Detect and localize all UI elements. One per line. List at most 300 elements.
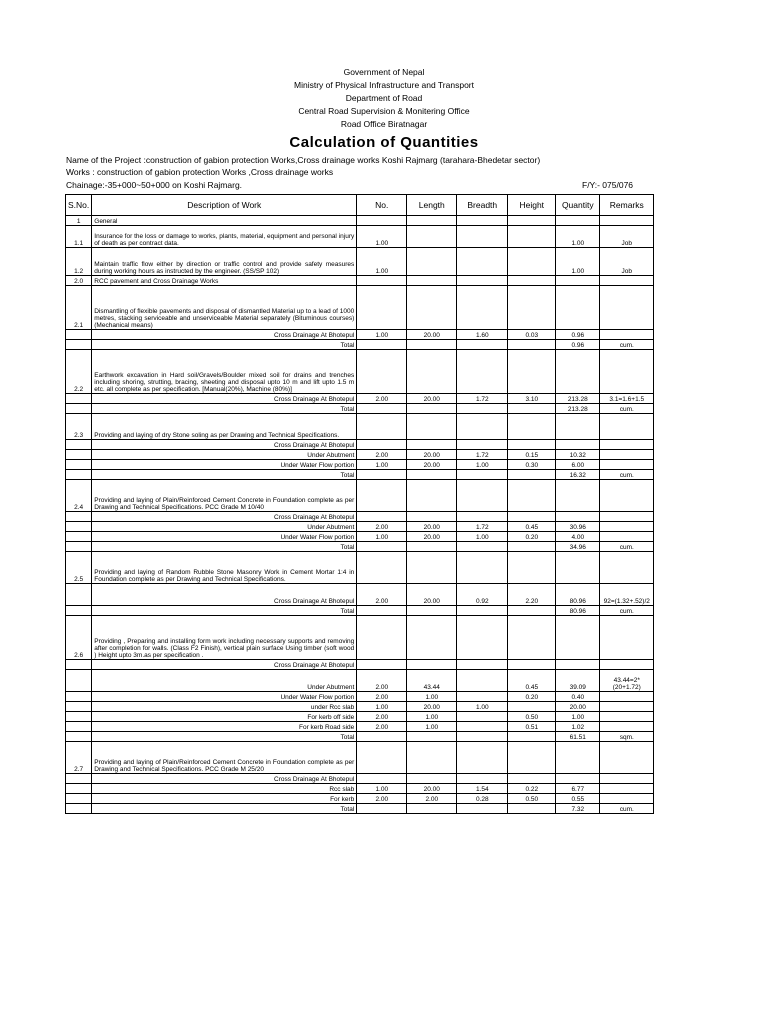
cell-breadth: [457, 692, 508, 702]
cell-length: 20.00: [407, 330, 457, 340]
cell-sno: [66, 542, 92, 552]
cell-no: [357, 440, 407, 450]
cell-remarks: [600, 532, 654, 542]
cell-remarks: [600, 440, 654, 450]
cell-remarks: [600, 616, 654, 660]
cell-sno: [66, 692, 92, 702]
cell-quantity: 0.55: [556, 794, 600, 804]
table-row: [66, 552, 654, 584]
cell-breadth: [457, 404, 508, 414]
cell-breadth: [457, 712, 508, 722]
cell-length: 20.00: [407, 584, 457, 606]
table-row: [66, 732, 654, 742]
cell-quantity: [556, 660, 600, 670]
cell-quantity: 7.32: [556, 804, 600, 814]
header-length: Length: [407, 195, 457, 216]
cell-sno: 2.6: [66, 616, 92, 660]
table-row: [66, 702, 654, 712]
cell-remarks: [600, 286, 654, 330]
cell-length: 1.00: [407, 722, 457, 732]
header-sno: S.No.: [66, 195, 92, 216]
cell-description: Cross Drainage At Bhotepul: [92, 512, 357, 522]
cell-description: Total: [92, 404, 357, 414]
cell-sno: [66, 404, 92, 414]
cell-quantity: [556, 350, 600, 394]
cell-sno: [66, 532, 92, 542]
cell-remarks: cum.: [600, 470, 654, 480]
cell-length: 20.00: [407, 784, 457, 794]
cell-sno: [66, 606, 92, 616]
cell-no: 1.00: [357, 248, 407, 276]
cell-description: Under Abutment: [92, 670, 357, 692]
cell-remarks: [600, 702, 654, 712]
cell-breadth: [457, 552, 508, 584]
table-row: [66, 742, 654, 774]
cell-breadth: [457, 480, 508, 512]
header-government: Government of Nepal: [343, 67, 425, 77]
cell-breadth: [457, 742, 508, 774]
cell-breadth: [457, 660, 508, 670]
cell-height: [508, 248, 556, 276]
cell-description: Providing and laying of Random Rubble Stone Masonry Work in Cement Mortar 1:4 in Foundation complete as per Drawing and Technical Specifications.: [92, 552, 357, 584]
cell-no: 1.00: [357, 226, 407, 248]
cell-height: 0.15: [508, 450, 556, 460]
table-row: [66, 394, 654, 404]
table-row: [66, 480, 654, 512]
cell-sno: [66, 670, 92, 692]
cell-breadth: [457, 248, 508, 276]
cell-quantity: [556, 774, 600, 784]
cell-sno: [66, 660, 92, 670]
cell-length: 20.00: [407, 522, 457, 532]
cell-sno: [66, 522, 92, 532]
cell-height: [508, 606, 556, 616]
cell-height: [508, 340, 556, 350]
cell-description: Total: [92, 470, 357, 480]
table-row: [66, 692, 654, 702]
cell-no: [357, 660, 407, 670]
cell-no: 2.00: [357, 584, 407, 606]
cell-length: [407, 660, 457, 670]
cell-breadth: [457, 340, 508, 350]
cell-no: [357, 286, 407, 330]
cell-height: [508, 470, 556, 480]
cell-height: 0.51: [508, 722, 556, 732]
cell-quantity: [556, 512, 600, 522]
cell-sno: [66, 784, 92, 794]
cell-quantity: 213.28: [556, 394, 600, 404]
table-row: [66, 460, 654, 470]
cell-height: [508, 276, 556, 286]
cell-no: [357, 470, 407, 480]
cell-height: [508, 404, 556, 414]
cell-length: [407, 248, 457, 276]
table-row: [66, 606, 654, 616]
cell-remarks: 43.44=2*(20+1.72): [600, 670, 654, 692]
cell-sno: 1.2: [66, 248, 92, 276]
cell-height: [508, 440, 556, 450]
cell-no: [357, 552, 407, 584]
cell-sno: 1: [66, 216, 92, 226]
cell-length: [407, 276, 457, 286]
cell-sno: [66, 804, 92, 814]
cell-quantity: [556, 552, 600, 584]
table-row: [66, 670, 654, 692]
cell-height: [508, 216, 556, 226]
cell-sno: [66, 512, 92, 522]
fiscal-year: F/Y:- 075/076: [582, 180, 634, 190]
cell-breadth: 1.00: [457, 532, 508, 542]
cell-remarks: cum.: [600, 606, 654, 616]
project-works: Works : construction of gabion protection Works ,Cross drainage works: [66, 167, 334, 177]
cell-no: 2.00: [357, 712, 407, 722]
header-office: Central Road Supervision & Monitering Office: [298, 106, 470, 116]
cell-breadth: [457, 226, 508, 248]
cell-description: Earthwork excavation in Hard soil/Gravels/Boulder mixed soil for drains and trenches including shoring, strutting, bracing, sheeting and disposal upto 10 m and lift upto 1.5 m etc. all complete as per specification. [Manual(20%), Machine (80%)]: [92, 350, 357, 394]
cell-description: Cross Drainage At Bhotepul: [92, 584, 357, 606]
cell-no: 1.00: [357, 532, 407, 542]
cell-sno: [66, 394, 92, 404]
cell-quantity: [556, 440, 600, 450]
cell-remarks: 3.1=1.6+1.5: [600, 394, 654, 404]
cell-length: [407, 774, 457, 784]
cell-remarks: cum.: [600, 542, 654, 552]
table-row: [66, 226, 654, 248]
cell-description: Providing and laying of dry Stone soling as per Drawing and Technical Specifications.: [92, 414, 357, 440]
quantities-table: [65, 194, 654, 814]
cell-description: Cross Drainage At Bhotepul: [92, 394, 357, 404]
cell-remarks: [600, 330, 654, 340]
cell-no: 2.00: [357, 670, 407, 692]
cell-quantity: 16.32: [556, 470, 600, 480]
cell-length: 20.00: [407, 394, 457, 404]
cell-length: 20.00: [407, 460, 457, 470]
cell-no: 2.00: [357, 722, 407, 732]
table-row: [66, 794, 654, 804]
cell-height: [508, 774, 556, 784]
cell-height: 0.45: [508, 670, 556, 692]
cell-quantity: 1.00: [556, 712, 600, 722]
cell-description: Under Water Flow portion: [92, 692, 357, 702]
cell-height: 0.22: [508, 784, 556, 794]
cell-breadth: 1.00: [457, 702, 508, 712]
cell-description: Under Water Flow portion: [92, 532, 357, 542]
cell-sno: 2.1: [66, 286, 92, 330]
cell-sno: [66, 722, 92, 732]
table-row: [66, 248, 654, 276]
cell-description: Providing , Preparing and installing form work including necessary supports and removing after completion for walls. (Class F2 Finish), vertical plain surface Using timber (soft wood ) Height upto 3m.as per specification .: [92, 616, 357, 660]
cell-breadth: 1.00: [457, 460, 508, 470]
cell-remarks: [600, 522, 654, 532]
table-row: [66, 450, 654, 460]
cell-height: [508, 480, 556, 512]
cell-breadth: [457, 276, 508, 286]
cell-remarks: 92=(1.32+.52)/2: [600, 584, 654, 606]
table-row: [66, 404, 654, 414]
cell-no: 1.00: [357, 784, 407, 794]
cell-sno: [66, 440, 92, 450]
cell-breadth: [457, 440, 508, 450]
cell-remarks: [600, 742, 654, 774]
cell-height: [508, 286, 556, 330]
page-title: Calculation of Quantities: [289, 134, 479, 151]
cell-sno: 2.2: [66, 350, 92, 394]
cell-description: For kerb: [92, 794, 357, 804]
cell-description: Providing and laying of Plain/Reinforced Cement Concrete in Foundation complete as per Drawing and Technical Specifications. PCC Grade M 10/40: [92, 480, 357, 512]
cell-breadth: [457, 350, 508, 394]
cell-breadth: [457, 804, 508, 814]
cell-length: [407, 286, 457, 330]
cell-length: [407, 480, 457, 512]
cell-height: [508, 350, 556, 394]
cell-no: 2.00: [357, 692, 407, 702]
cell-breadth: [457, 616, 508, 660]
cell-breadth: [457, 774, 508, 784]
cell-length: 1.00: [407, 692, 457, 702]
cell-breadth: 1.72: [457, 450, 508, 460]
table-header-row: [66, 195, 654, 216]
table-row: [66, 584, 654, 606]
cell-no: [357, 340, 407, 350]
cell-height: [508, 616, 556, 660]
header-road-office: Road Office Biratnagar: [340, 119, 428, 129]
cell-remarks: [600, 512, 654, 522]
cell-remarks: cum.: [600, 404, 654, 414]
project-chainage: Chainage:-35+000~50+000 on Koshi Rajmarg.: [66, 180, 243, 190]
cell-height: 0.03: [508, 330, 556, 340]
cell-breadth: [457, 414, 508, 440]
cell-height: [508, 742, 556, 774]
table-row: [66, 440, 654, 450]
cell-no: [357, 742, 407, 774]
cell-no: [357, 414, 407, 440]
cell-no: [357, 606, 407, 616]
cell-quantity: 34.96: [556, 542, 600, 552]
cell-breadth: [457, 286, 508, 330]
cell-length: [407, 404, 457, 414]
cell-remarks: [600, 794, 654, 804]
cell-no: [357, 480, 407, 512]
cell-description: Cross Drainage At Bhotepul: [92, 774, 357, 784]
cell-sno: 1.1: [66, 226, 92, 248]
cell-description: Cross Drainage At Bhotepul: [92, 330, 357, 340]
cell-height: [508, 226, 556, 248]
cell-description: Cross Drainage At Bhotepul: [92, 440, 357, 450]
cell-length: [407, 350, 457, 394]
cell-description: General: [92, 216, 357, 226]
cell-no: 2.00: [357, 450, 407, 460]
cell-sno: [66, 774, 92, 784]
table-row: [66, 532, 654, 542]
cell-height: 0.50: [508, 712, 556, 722]
cell-quantity: [556, 616, 600, 660]
cell-description: Total: [92, 732, 357, 742]
table-row: [66, 660, 654, 670]
cell-quantity: [556, 480, 600, 512]
cell-quantity: 39.09: [556, 670, 600, 692]
cell-description: Under Water Flow portion: [92, 460, 357, 470]
cell-length: [407, 552, 457, 584]
cell-breadth: 0.92: [457, 584, 508, 606]
cell-quantity: [556, 742, 600, 774]
cell-quantity: 0.96: [556, 340, 600, 350]
cell-height: 0.50: [508, 794, 556, 804]
cell-no: 2.00: [357, 394, 407, 404]
cell-no: [357, 512, 407, 522]
table-row: [66, 470, 654, 480]
cell-length: [407, 414, 457, 440]
cell-description: Rcc slab: [92, 784, 357, 794]
cell-description: Insurance for the loss or damage to works, plants, material, equipment and personal injury of death as per contract data.: [92, 226, 357, 248]
cell-remarks: [600, 414, 654, 440]
cell-quantity: 0.96: [556, 330, 600, 340]
cell-breadth: 1.54: [457, 784, 508, 794]
cell-description: under Rcc slab: [92, 702, 357, 712]
cell-quantity: [556, 286, 600, 330]
cell-no: [357, 404, 407, 414]
table-row: [66, 712, 654, 722]
cell-height: [508, 512, 556, 522]
cell-no: [357, 616, 407, 660]
cell-length: [407, 340, 457, 350]
table-row: [66, 774, 654, 784]
cell-no: [357, 774, 407, 784]
cell-sno: 2.3: [66, 414, 92, 440]
cell-breadth: [457, 542, 508, 552]
header-height: Height: [508, 195, 556, 216]
table-row: [66, 784, 654, 794]
cell-description: Maintain traffic flow either by direction or traffic control and provide safety measures during working hours as instructed by the engineer. (SS/SP 102): [92, 248, 357, 276]
cell-remarks: cum.: [600, 804, 654, 814]
cell-sno: [66, 340, 92, 350]
cell-description: RCC pavement and Cross Drainage Works: [92, 276, 357, 286]
cell-height: [508, 702, 556, 712]
cell-sno: 2.5: [66, 552, 92, 584]
cell-quantity: 10.32: [556, 450, 600, 460]
header-quantity: Quantity: [556, 195, 600, 216]
cell-remarks: [600, 450, 654, 460]
cell-sno: [66, 712, 92, 722]
header-remarks: Remarks: [600, 195, 654, 216]
cell-height: 0.30: [508, 460, 556, 470]
cell-no: [357, 276, 407, 286]
cell-quantity: 0.40: [556, 692, 600, 702]
cell-length: [407, 512, 457, 522]
cell-height: 2.20: [508, 584, 556, 606]
cell-no: 1.00: [357, 702, 407, 712]
table-row: [66, 216, 654, 226]
cell-height: 0.20: [508, 692, 556, 702]
cell-breadth: [457, 606, 508, 616]
cell-height: 3.10: [508, 394, 556, 404]
cell-remarks: [600, 480, 654, 512]
table-row: [66, 330, 654, 340]
cell-description: For kerb Road side: [92, 722, 357, 732]
cell-length: 1.00: [407, 712, 457, 722]
cell-quantity: 80.96: [556, 606, 600, 616]
cell-length: [407, 216, 457, 226]
cell-remarks: sqm.: [600, 732, 654, 742]
cell-no: [357, 804, 407, 814]
header-no: No.: [357, 195, 407, 216]
cell-no: 1.00: [357, 330, 407, 340]
cell-no: 2.00: [357, 522, 407, 532]
cell-remarks: cum.: [600, 340, 654, 350]
cell-quantity: 213.28: [556, 404, 600, 414]
cell-quantity: 61.51: [556, 732, 600, 742]
cell-breadth: [457, 732, 508, 742]
cell-remarks: Job: [600, 248, 654, 276]
table-row: [66, 340, 654, 350]
cell-no: [357, 350, 407, 394]
cell-breadth: 0.28: [457, 794, 508, 804]
cell-breadth: 1.72: [457, 522, 508, 532]
cell-height: 0.20: [508, 532, 556, 542]
cell-remarks: [600, 722, 654, 732]
cell-description: Providing and laying of Plain/Reinforced Cement Concrete in Foundation complete as per Drawing and Technical Specifications. PCC Grade M 25/20: [92, 742, 357, 774]
cell-description: For kerb off side: [92, 712, 357, 722]
cell-height: [508, 542, 556, 552]
cell-sno: [66, 450, 92, 460]
table-row: [66, 276, 654, 286]
cell-quantity: 6.77: [556, 784, 600, 794]
cell-remarks: Job: [600, 226, 654, 248]
cell-length: 2.00: [407, 794, 457, 804]
cell-length: [407, 732, 457, 742]
cell-sno: [66, 470, 92, 480]
cell-quantity: 1.00: [556, 248, 600, 276]
header-breadth: Breadth: [457, 195, 508, 216]
cell-sno: [66, 732, 92, 742]
cell-sno: [66, 584, 92, 606]
cell-remarks: [600, 660, 654, 670]
cell-description: Total: [92, 340, 357, 350]
cell-description: Under Abutment: [92, 522, 357, 532]
table-row: [66, 722, 654, 732]
cell-no: 1.00: [357, 460, 407, 470]
cell-length: 43.44: [407, 670, 457, 692]
cell-length: 20.00: [407, 532, 457, 542]
cell-breadth: [457, 722, 508, 732]
cell-breadth: [457, 512, 508, 522]
cell-remarks: [600, 774, 654, 784]
cell-sno: 2.4: [66, 480, 92, 512]
cell-remarks: [600, 784, 654, 794]
project-name: Name of the Project :construction of gabion protection Works,Cross drainage works Koshi Rajmarg (tarahara-Bhedetar sector): [66, 155, 541, 165]
cell-sno: 2.0: [66, 276, 92, 286]
cell-description: Total: [92, 804, 357, 814]
cell-breadth: 1.72: [457, 394, 508, 404]
cell-height: [508, 414, 556, 440]
table-row: [66, 522, 654, 532]
cell-remarks: [600, 460, 654, 470]
cell-breadth: [457, 216, 508, 226]
cell-quantity: [556, 216, 600, 226]
header-department: Department of Road: [345, 93, 423, 103]
table-row: [66, 286, 654, 330]
cell-sno: [66, 794, 92, 804]
cell-length: [407, 742, 457, 774]
cell-length: [407, 440, 457, 450]
cell-quantity: 6.00: [556, 460, 600, 470]
cell-quantity: 20.00: [556, 702, 600, 712]
cell-sno: [66, 460, 92, 470]
table-row: [66, 512, 654, 522]
cell-quantity: 80.96: [556, 584, 600, 606]
cell-quantity: 4.00: [556, 532, 600, 542]
header-ministry: Ministry of Physical Infrastructure and Transport: [294, 80, 474, 90]
cell-remarks: [600, 216, 654, 226]
